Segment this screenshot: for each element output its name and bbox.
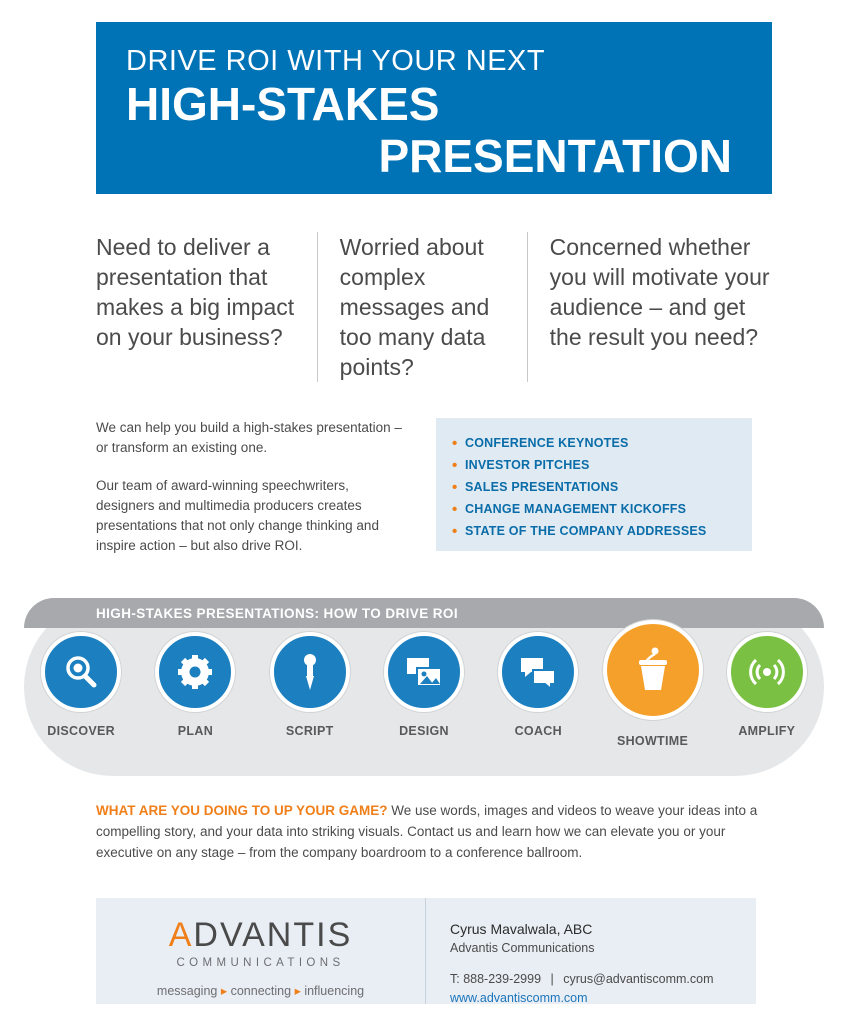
- contact-separator: |: [550, 972, 554, 986]
- service-item: • CONFERENCE KEYNOTES: [452, 436, 736, 450]
- question-2: Worried about complex messages and too many data points?: [317, 232, 527, 382]
- process-step-amplify[interactable]: [717, 632, 817, 748]
- logo-subtitle: COMMUNICATIONS: [176, 957, 345, 969]
- footer-logo-block: [96, 898, 426, 1004]
- question-3: Concerned whether you will motivate your audience – and get the result you need?: [527, 232, 776, 382]
- arrow-icon: ▸: [294, 984, 301, 998]
- banner-subtitle: DRIVE ROI WITH YOUR NEXT: [126, 45, 546, 77]
- closing-paragraph: [96, 800, 766, 863]
- contact-email[interactable]: cyrus@advantiscomm.com: [563, 972, 714, 986]
- step-label: DISCOVER: [47, 724, 115, 738]
- process-step-plan[interactable]: [145, 632, 245, 748]
- podium-icon: [627, 644, 679, 696]
- body-copy: [96, 418, 406, 574]
- service-item: • CHANGE MANAGEMENT KICKOFFS: [452, 502, 736, 516]
- questions-row: [96, 232, 776, 382]
- contact-line: [450, 970, 714, 989]
- logo-accent-letter: A: [168, 916, 194, 954]
- step-label: SHOWTIME: [616, 734, 689, 748]
- service-item: • INVESTOR PITCHES: [452, 458, 736, 472]
- logo-tagline: [96, 983, 425, 998]
- tagline-word-1: messaging: [156, 984, 218, 998]
- step-label: PLAN: [177, 724, 214, 738]
- broadcast-icon: [746, 651, 788, 693]
- process-step-discover[interactable]: [31, 632, 131, 748]
- step-circle: [270, 632, 350, 712]
- contact-website-link[interactable]: www.advantiscomm.com: [450, 991, 588, 1005]
- process-step-showtime[interactable]: [603, 632, 703, 748]
- banner-title-line2: PRESENTATION: [378, 130, 732, 182]
- process-step-script[interactable]: [260, 632, 360, 748]
- footer: [96, 898, 756, 1004]
- process-step-coach[interactable]: [488, 632, 588, 748]
- body-paragraph-2: Our team of award-winning speechwriters, designers and multimedia producers creates presentations that not only change thinking and inspire action – but also drive ROI.: [96, 478, 379, 553]
- process-step-design[interactable]: [374, 632, 474, 748]
- step-circle: [384, 632, 464, 712]
- speech-bubbles-icon: [517, 652, 559, 692]
- contact-phone: T: 888-239-2999: [450, 972, 542, 986]
- tagline-word-3: influencing: [304, 984, 365, 998]
- step-label: SCRIPT: [285, 724, 334, 738]
- gear-icon: [175, 652, 215, 692]
- services-box: [436, 418, 752, 551]
- service-item: • SALES PRESENTATIONS: [452, 480, 736, 494]
- logo-wordmark: [96, 916, 425, 955]
- magnifier-icon: [61, 652, 101, 692]
- step-circle: [41, 632, 121, 712]
- contact-company: Advantis Communications: [450, 941, 595, 955]
- logo-rest: DVANTIS: [193, 916, 353, 954]
- step-circle: [498, 632, 578, 712]
- header-banner: [96, 22, 772, 194]
- services-list: [452, 436, 736, 538]
- process-title: HIGH-STAKES PRESENTATIONS: HOW TO DRIVE ROI: [96, 606, 458, 621]
- closing-rest: We use words, images and videos to weave your ideas into a compelling story, and your data into striking visuals. Contact us and learn how we can elevate you or your executive on any stage – from the company boardroom to a conference ballroom.: [96, 803, 758, 860]
- question-1: Need to deliver a presentation that makes a big impact on your business?: [96, 234, 295, 350]
- contact-name: Cyrus Mavalwala, ABC: [450, 921, 593, 937]
- arrow-icon: ▸: [220, 984, 228, 998]
- step-circle: [603, 620, 703, 720]
- step-label: COACH: [514, 724, 562, 738]
- step-circle: [155, 632, 235, 712]
- image-slide-icon: [403, 652, 445, 692]
- service-item: • STATE OF THE COMPANY ADDRESSES: [452, 524, 736, 538]
- step-label: DESIGN: [399, 724, 449, 738]
- step-circle: [727, 632, 807, 712]
- banner-title-line1: HIGH-STAKES: [126, 78, 440, 130]
- footer-contact-block: [426, 898, 714, 1004]
- closing-lead: WHAT ARE YOU DOING TO UP YOUR GAME?: [96, 803, 388, 818]
- step-label: AMPLIFY: [738, 724, 796, 738]
- process-steps: [24, 632, 824, 748]
- body-paragraph-1: We can help you build a high-stakes presentation – or transform an existing one.: [96, 420, 402, 455]
- tagline-word-2: connecting: [230, 984, 292, 998]
- pen-icon: [290, 652, 330, 692]
